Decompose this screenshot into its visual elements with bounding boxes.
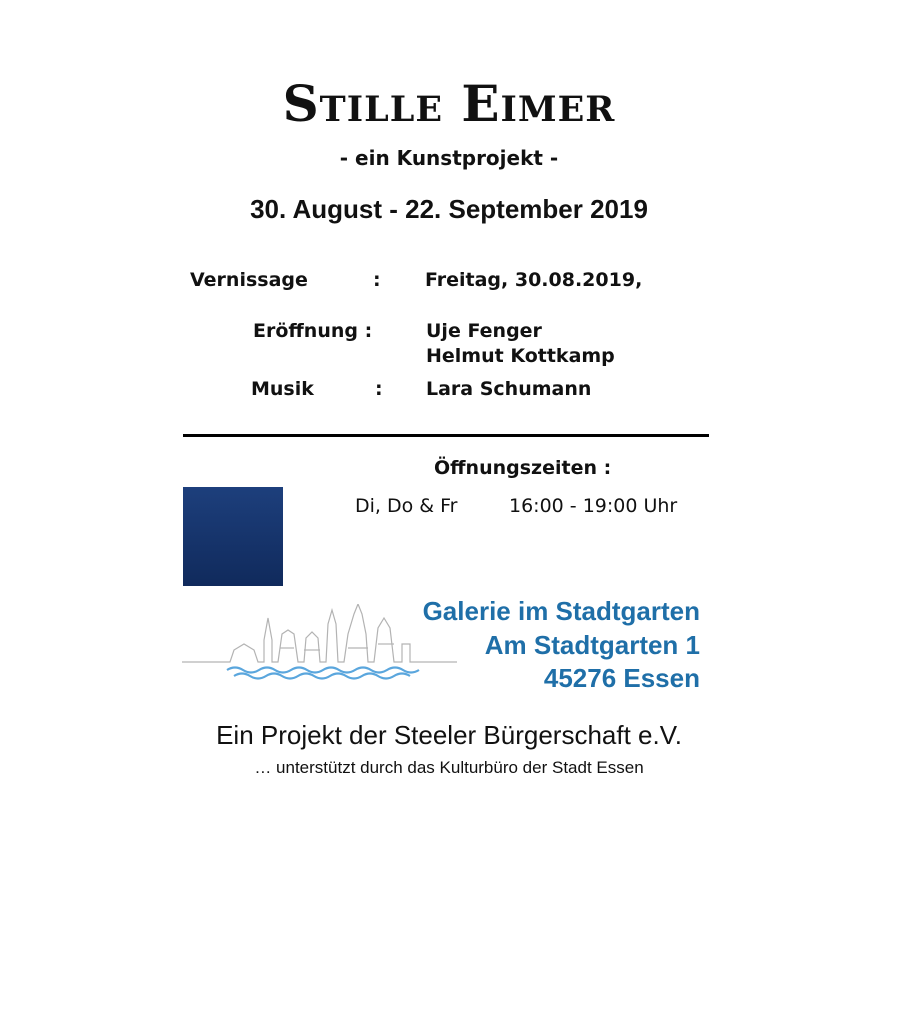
vernissage-label: Vernissage [190,269,308,291]
venue-street: Am Stadtgarten 1 [484,630,700,660]
opening-hours-time: 16:00 - 19:00 Uhr [509,495,678,517]
divider-rule [183,434,709,437]
musik-value: Lara Schumann [426,378,592,400]
essen-logo [183,487,283,1033]
musik-label: Musik [251,378,314,400]
essen-logo-text: ESSEN [201,1011,265,1033]
eroeffnung-speaker-1: Uje Fenger [426,320,542,342]
venue-name: Galerie im Stadtgarten [422,596,700,626]
vernissage-colon: : [373,269,381,291]
event-subtitle: - ein Kunstprojekt - [339,146,559,170]
opening-hours-title: Öffnungszeiten : [434,457,612,479]
city-skyline-icon [182,604,457,680]
opening-hours-days: Di, Do & Fr [355,495,458,517]
vernissage-value: Freitag, 30.08.2019, [425,269,643,291]
project-credit: Ein Projekt der Steeler Bürgerschaft e.V. [216,720,682,750]
venue-city: 45276 Essen [543,663,700,693]
eroeffnung-speaker-2: Helmut Kottkamp [426,345,615,367]
support-credit: … unterstützt durch das Kulturbüro der Stadt Essen [254,758,644,777]
event-dates: 30. August - 22. September 2019 [250,194,648,224]
event-title: Stille Eimer [282,74,616,133]
eroeffnung-label: Eröffnung : [253,320,373,342]
musik-colon: : [375,378,383,400]
